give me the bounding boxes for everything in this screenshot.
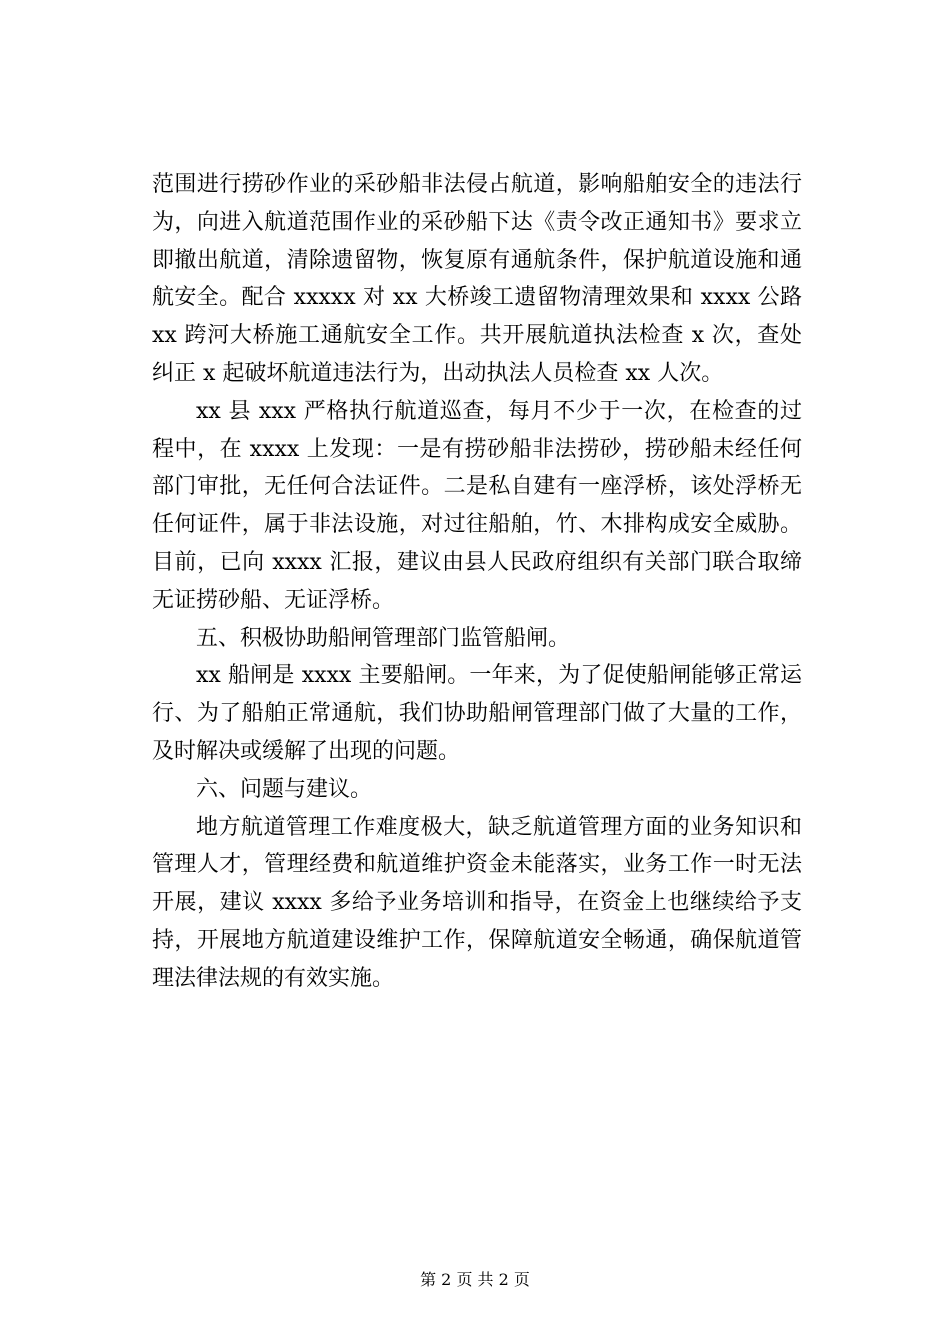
paragraph-ship-lock: xx 船闸是 xxxx 主要船闸。一年来，为了促使船闸能够正常运行、为了船舶正常通航，我们协助船闸管理部门做了大量的工作，及时解决或缓解了出现的问题。 bbox=[152, 663, 802, 764]
page-number-footer: 第 2 页 共 2 页 bbox=[420, 1270, 530, 1289]
section-heading-six: 六、问题与建议。 bbox=[196, 776, 373, 802]
paragraph-enforcement: 范围进行捞砂作业的采砂船非法侵占航道，影响船舶安全的违法行为，向进入航道范围作业的采砂船下达《责令改正通知书》要求立即撤出航道，清除遗留物，恢复原有通航条件，保护航道设施和通航安全。配合 xxxxx 对 xx 大桥竣工遗留物清理效果和 xxxx 公路 xx 跨河大桥施工通航安全工作。共开展航道执法检查 x 次，查处纠正 x 起破坏航道违法行为，出动执法人员检查 xx 人次。 bbox=[152, 172, 802, 386]
section-heading-five: 五、积极协助船闸管理部门监管船闸。 bbox=[196, 625, 571, 651]
paragraph-suggestions: 地方航道管理工作难度极大，缺乏航道管理方面的业务知识和管理人才，管理经费和航道维护资金未能落实，业务工作一时无法开展，建议 xxxx 多给予业务培训和指导，在资金上也继续给予支持，开展地方航道建设维护工作，保障航道安全畅通，确保航道管理法律法规的有效实施。 bbox=[152, 814, 802, 991]
paragraph-patrol: xx 县 xxx 严格执行航道巡查，每月不少于一次，在检查的过程中，在 xxxx 上发现：一是有捞砂船非法捞砂，捞砂船未经任何部门审批，无任何合法证件。二是私自建有一座浮桥，该处浮桥无任何证件，属于非法设施，对过往船舶，竹、木排构成安全威胁。目前，已向 xxxx 汇报，建议由县人民政府组织有关部门联合取缔无证捞砂船、无证浮桥。 bbox=[152, 398, 802, 613]
document-body bbox=[152, 166, 802, 998]
